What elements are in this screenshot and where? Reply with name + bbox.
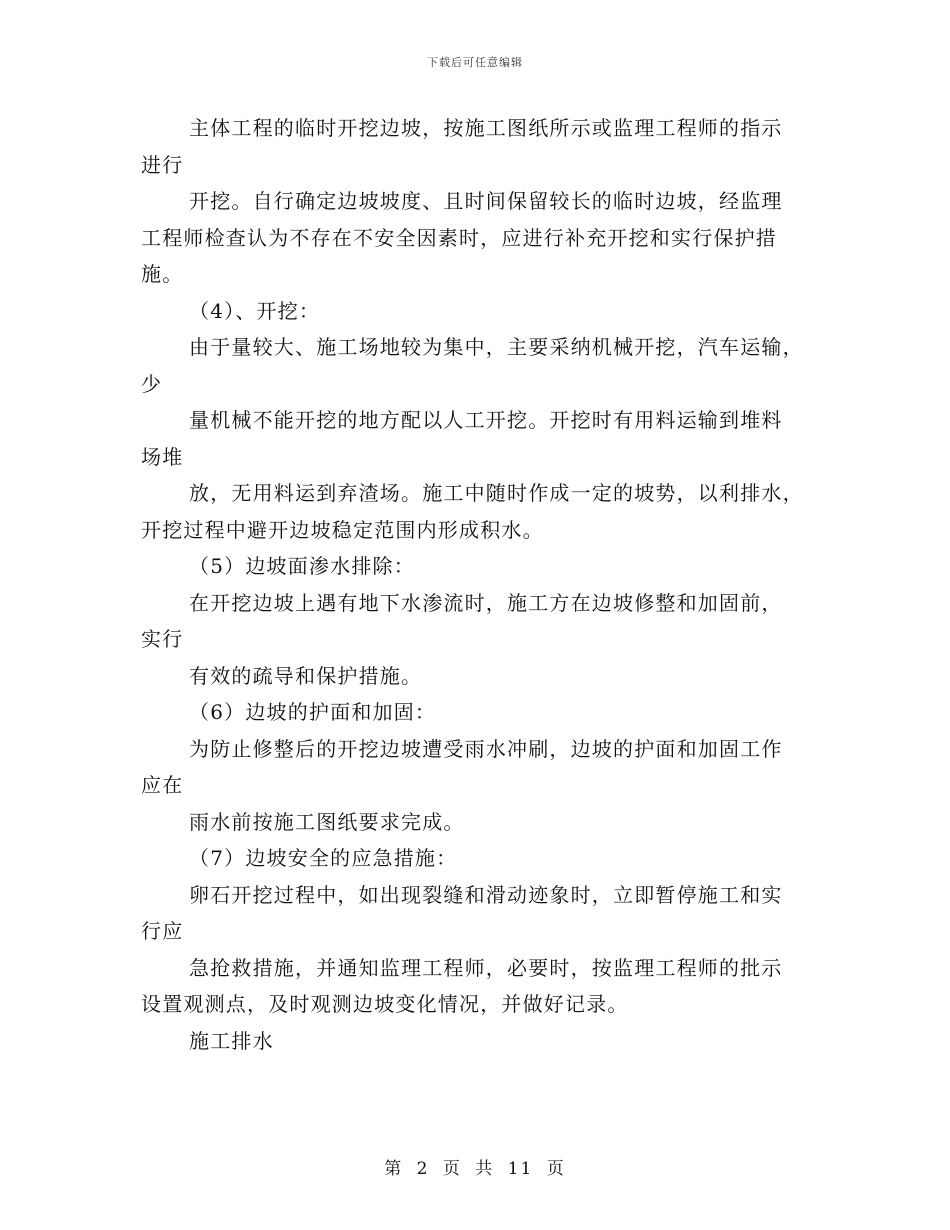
header-note: 下载后可任意编辑 — [427, 56, 523, 69]
text-line: 开挖。自行确定边坡坡度、且时间保留较长的临时边坡，经监理 — [189, 189, 783, 213]
text-line: 主体工程的临时开挖边坡，按施工图纸所示或监理工程师的指示 — [189, 116, 783, 140]
text-line: （5）边坡面渗水排除： — [189, 554, 415, 578]
page-number-footer: 第 2 页 共 11 页 — [384, 1159, 566, 1179]
text-line: 进行 — [141, 152, 184, 177]
text-line: 卵石开挖过程中，如出现裂缝和滑动迹象时，立即暂停施工和实 — [189, 882, 783, 907]
text-line: 应在 — [141, 773, 184, 797]
text-line: （4）、开挖： — [189, 298, 321, 323]
text-line: 开挖过程中避开边坡稳定范围内形成积水。 — [141, 517, 544, 542]
text-line: 行应 — [141, 919, 184, 943]
text-line: 工程师检查认为不存在不安全因素时，应进行补充开挖和实行保护措 — [141, 225, 777, 250]
text-line: 由于量较大、施工场地较为集中，主要采纳机械开挖，汽车运输， — [189, 335, 804, 359]
text-line: 有效的疏导和保护措施。 — [189, 663, 423, 688]
text-line: 在开挖边坡上遇有地下水渗流时，施工方在边坡修整和加固前， — [189, 590, 783, 615]
text-line: （7）边坡安全的应急措施： — [189, 846, 458, 870]
text-line: 实行 — [141, 627, 184, 651]
text-line: 急抢救措施，并通知监理工程师，必要时，按监理工程师的批示 — [189, 955, 783, 980]
text-line: 雨水前按施工图纸要求完成。 — [189, 809, 465, 834]
text-line: 少 — [141, 371, 163, 396]
text-line: 设置观测点，及时观测边坡变化情况，并做好记录。 — [141, 992, 629, 1016]
text-line: 放，无用料运到弃渣场。施工中随时作成一定的坡势，以利排水， — [189, 481, 804, 505]
text-line: 施工排水 — [189, 1028, 274, 1053]
text-line: （6）边坡的护面和加固： — [189, 700, 437, 724]
text-line: 场堆 — [141, 444, 184, 469]
text-line: 为防止修整后的开挖边坡遭受雨水冲刷，边坡的护面和加固工作 — [189, 736, 783, 761]
text-line: 量机械不能开挖的地方配以人工开挖。开挖时有用料运输到堆料 — [189, 408, 783, 432]
document-body — [141, 110, 811, 1059]
text-line: 施。 — [141, 262, 184, 286]
